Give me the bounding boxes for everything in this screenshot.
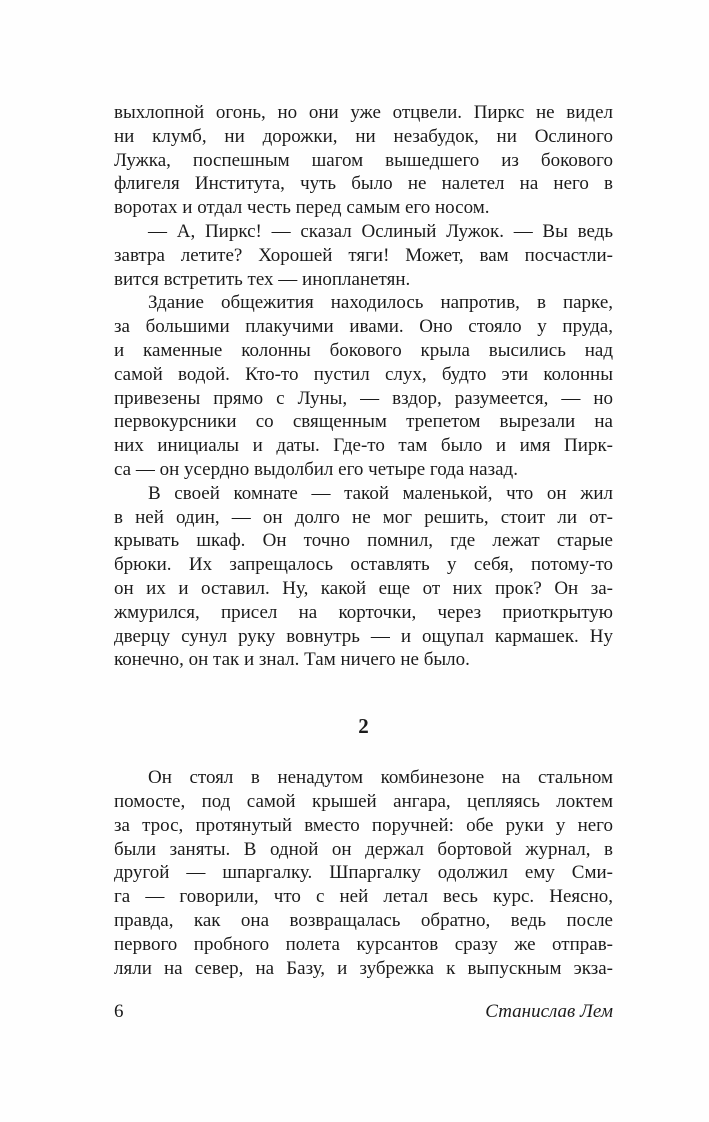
page-footer xyxy=(114,1000,613,1023)
text-line: помосте, под самой крышей ангара, цепляясь локтем xyxy=(114,790,613,812)
text-line: вится встретить тех — инопланетян. xyxy=(114,268,411,290)
text-line: воротах и отдал честь перед самым его носом. xyxy=(114,197,490,219)
page-number: 6 xyxy=(114,1001,124,1023)
text-line: завтра летите? Хорошей тяги! Может, вам посчастли- xyxy=(114,244,613,266)
paragraph xyxy=(114,101,613,220)
text-line: Лужка, поспешным шагом вышедшего из бокового xyxy=(114,149,613,171)
text-line: — А, Пиркс! — сказал Ослиный Лужок. — Вы ведь xyxy=(148,220,613,242)
paragraph xyxy=(114,482,613,672)
paragraph xyxy=(114,766,613,980)
text-line: привезены прямо с Луны, — вздор, разумеется, — но xyxy=(114,387,613,409)
text-line: ни клумб, ни дорожки, ни незабудок, ни Ослиного xyxy=(114,125,613,147)
text-line: первокурсники со священным трепетом вырезали на xyxy=(114,411,613,433)
chapter-heading: 2 xyxy=(358,714,369,739)
text-line: жмурился, присел на корточки, через приоткрытую xyxy=(114,601,613,623)
text-line: ляли на север, на Базу, и зубрежка к выпускным экза- xyxy=(114,957,613,979)
text-line: выхлопной огонь, но они уже отцвели. Пиркс не видел xyxy=(114,102,613,123)
text-line: самой водой. Кто-то пустил слух, будто эти колонны xyxy=(114,363,613,385)
paragraph xyxy=(114,291,613,481)
text-line: за большими плакучими ивами. Оно стояло у пруда, xyxy=(114,316,613,338)
text-line: и каменные колонны бокового крыла высились над xyxy=(114,339,613,361)
text-line: са — он усердно выдолбил его четыре года назад. xyxy=(114,458,518,480)
text-line: флигеля Института, чуть было не налетел на него в xyxy=(114,173,613,195)
text-line: Здание общежития находилось напротив, в парке, xyxy=(148,292,613,314)
text-line: первого пробного полета курсантов сразу же отправ- xyxy=(114,933,613,955)
text-line: за трос, протянутый вместо поручней: обе руки у него xyxy=(114,814,613,836)
text-line: были заняты. В одной он держал бортовой журнал, в xyxy=(114,838,613,860)
text-line: дверцу сунул руку вовнутрь — и ощупал кармашек. Ну xyxy=(114,625,613,647)
text-line: он их и оставил. Ну, какой еще от них прок? Он за- xyxy=(114,577,613,599)
text-line: га — говорили, что с ней летал весь курс. Неясно, xyxy=(114,886,613,908)
text-line: В своей комнате — такой маленькой, что он жил xyxy=(148,482,613,504)
text-line: крывать шкаф. Он точно помнил, где лежат старые xyxy=(114,530,613,552)
text-line: в ней один, — он долго не мог решить, стоит ли от- xyxy=(114,506,613,528)
author-name: Станислав Лем xyxy=(485,1001,613,1023)
text-line: правда, как она возвращалась обратно, ведь после xyxy=(114,909,613,931)
paragraph xyxy=(114,220,613,291)
body-text xyxy=(114,101,613,980)
text-line: Он стоял в ненадутом комбинезоне на стальном xyxy=(148,767,613,789)
text-line: конечно, он так и знал. Там ничего не было. xyxy=(114,649,470,671)
text-line: другой — шпаргалку. Шпаргалку одолжил ему Сми- xyxy=(114,862,613,884)
text-line: брюки. Их запрещалось оставлять у себя, потому-то xyxy=(114,554,613,576)
text-line: них инициалы и даты. Где-то там было и имя Пирк- xyxy=(114,435,613,457)
